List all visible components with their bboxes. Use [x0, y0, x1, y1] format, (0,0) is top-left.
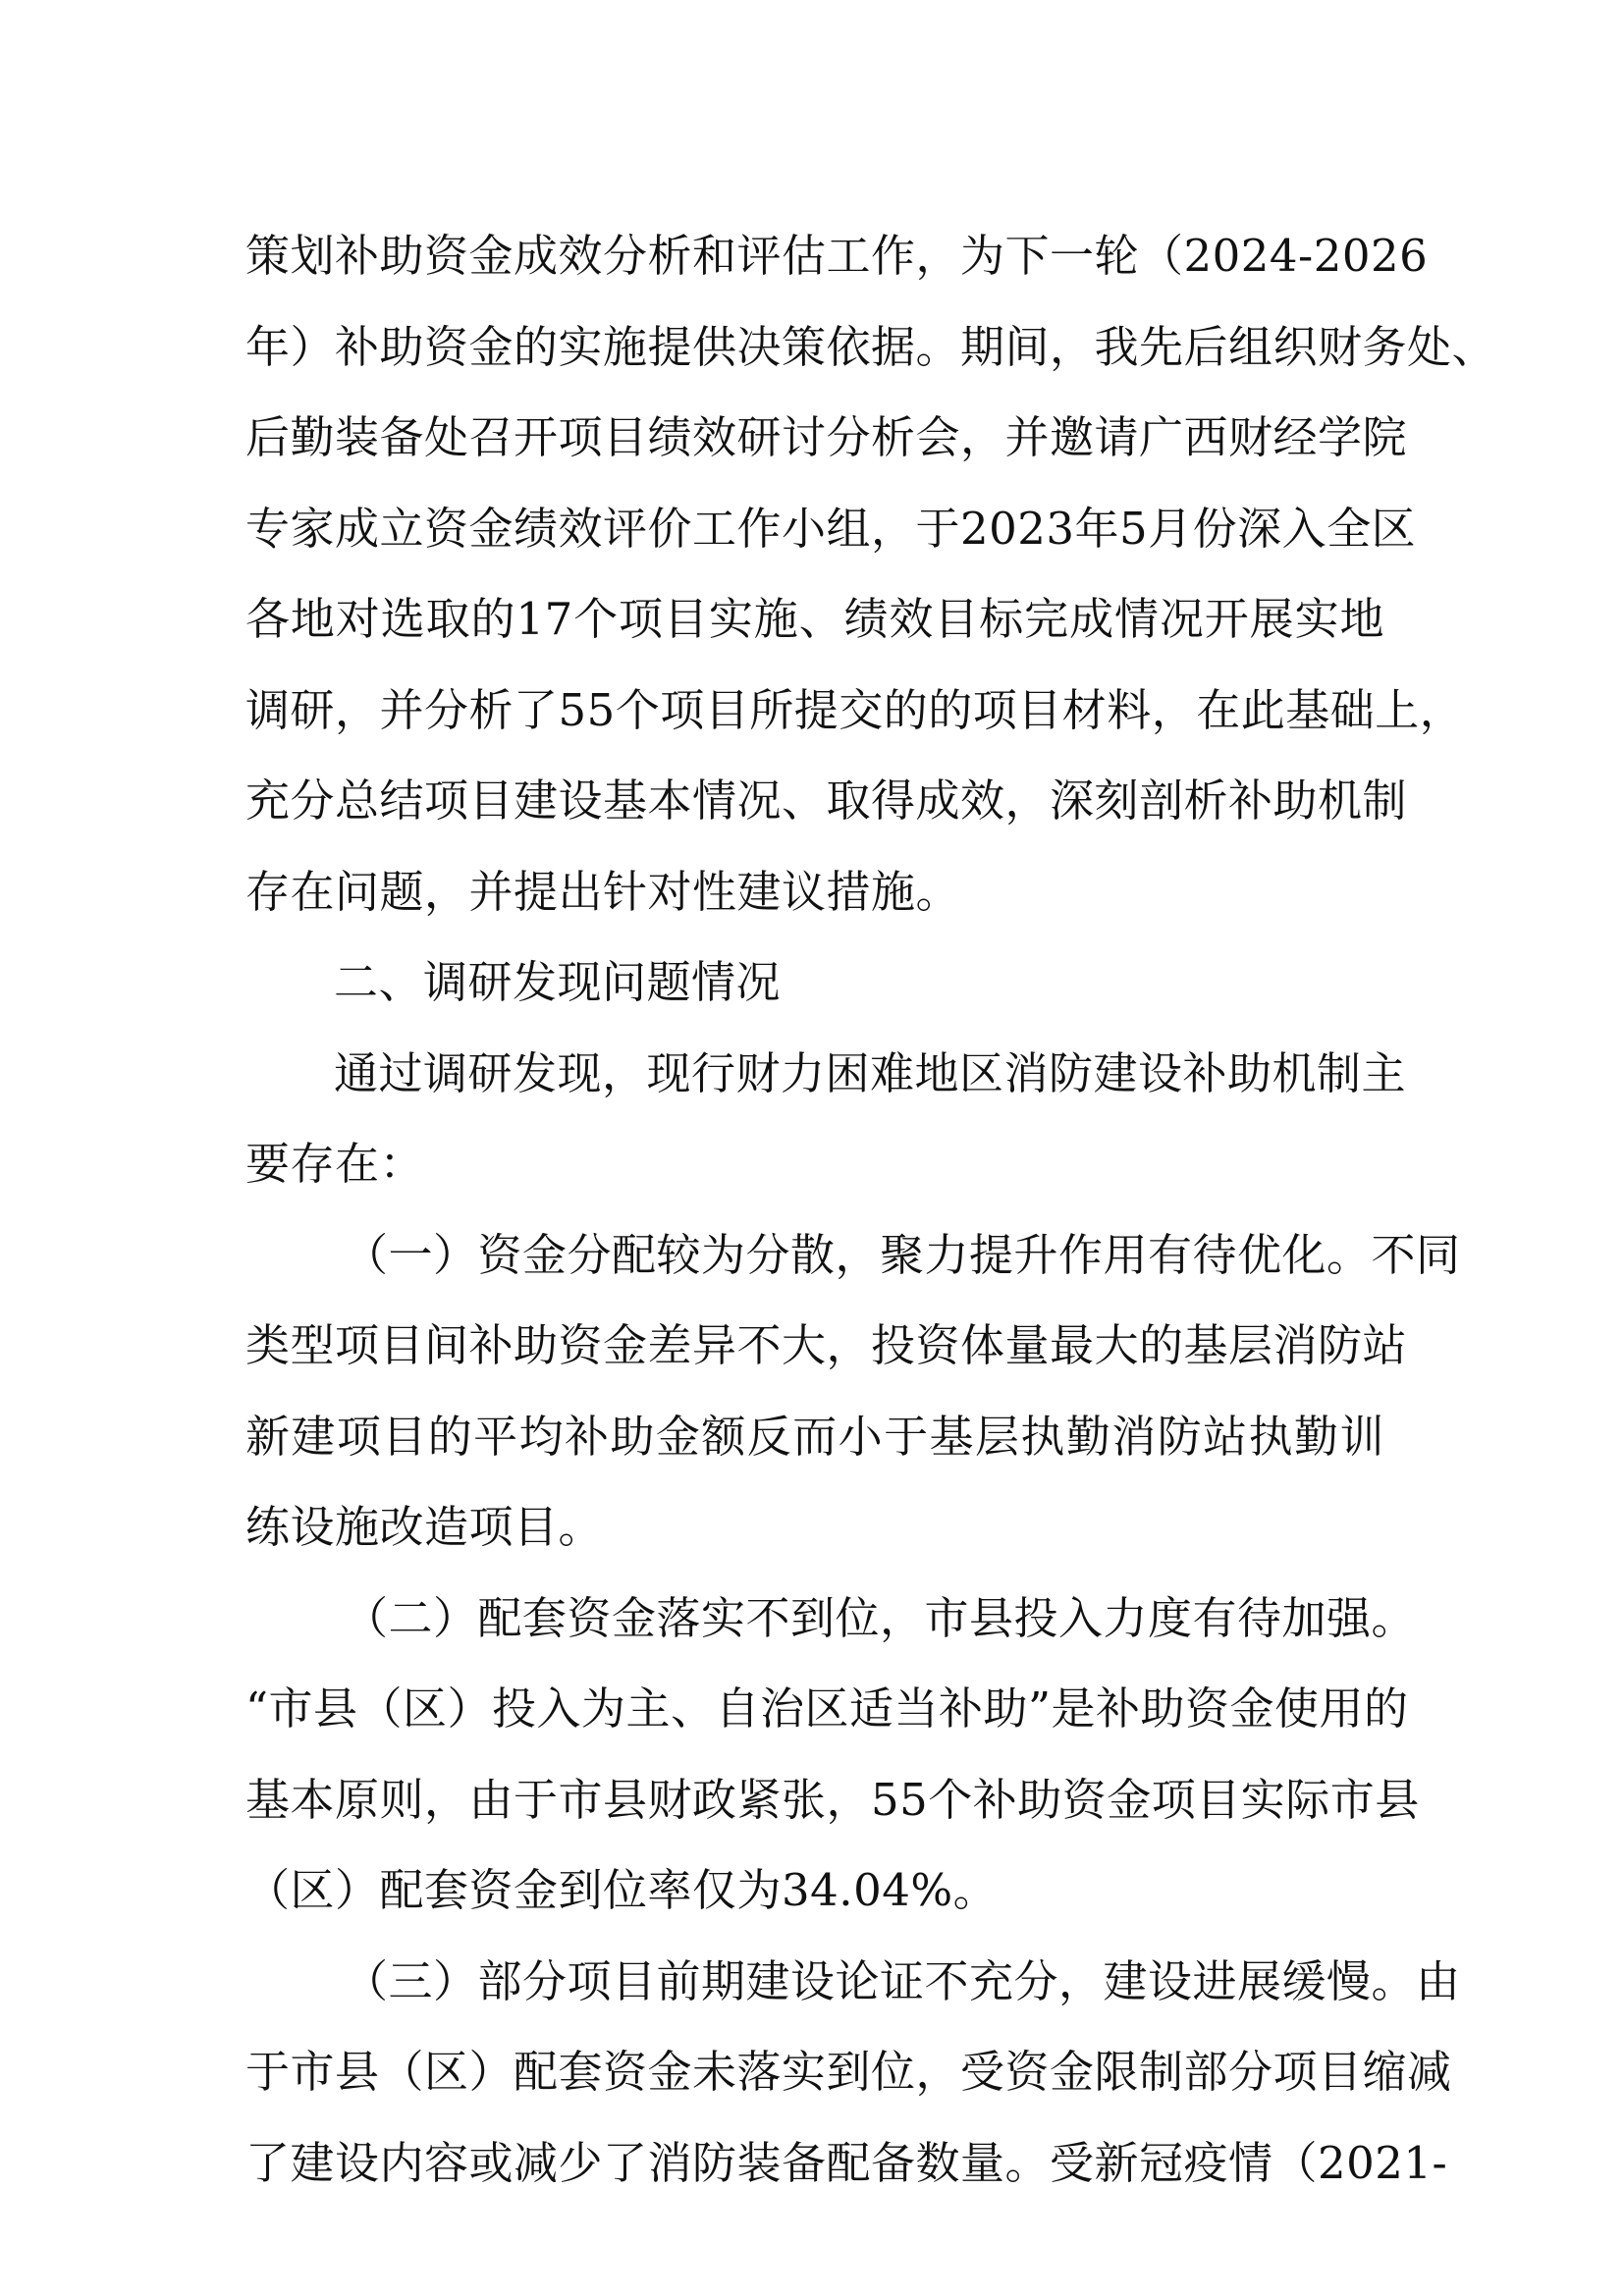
text-line: “市县（区）投入为主、自治区适当补助”是补助资金使用的: [245, 1682, 1409, 1735]
text-line: 策划补助资金成效分析和评估工作，为下一轮（2024-2026: [245, 230, 1429, 282]
text-line: 专家成立资金绩效评价工作小组，于2023年5月份深入全区: [245, 502, 1417, 555]
subsection-heading: （二）配套资金落实不到位，市县投入力度有待加强。: [344, 1591, 1417, 1644]
document-body: [245, 224, 1497, 2221]
text-line: 年）补助资金的实施提供决策依据。期间，我先后组织财务处、: [245, 320, 1497, 373]
subsection-heading: （三）部分项目前期建设论证不充分，建设进展缓慢。由: [344, 1954, 1461, 2007]
text-line: 存在问题，并提出针对性建议措施。: [245, 865, 961, 918]
text-line: 通过调研发现，现行财力困难地区消防建设补助机制主: [334, 1046, 1407, 1099]
text-line: 了建设内容或减少了消防装备配备数量。受新冠疫情（2021-: [245, 2136, 1448, 2189]
text-line: 要存在：: [245, 1138, 425, 1190]
text-line: 基本原则，由于市县财政紧张，55个补助资金项目实际市县: [245, 1773, 1420, 1826]
text-line: （区）配套资金到位率仅为34.04%。: [245, 1864, 999, 1916]
text-line: 各地对选取的17个项目实施、绩效目标完成情况开展实地: [245, 593, 1384, 645]
text-line: 于市县（区）配套资金未落实到位，受资金限制部分项目缩减: [245, 2046, 1452, 2098]
text-line: 充分总结项目建设基本情况、取得成效，深刻剖析补助机制: [245, 774, 1408, 827]
text-line: 新建项目的平均补助金额反而小于基层执勤消防站执勤训: [245, 1410, 1384, 1463]
text-line: 类型项目间补助资金差异不大，投资体量最大的基层消防站: [245, 1319, 1408, 1371]
text-line: 后勤装备处召开项目绩效研讨分析会，并邀请广西财经学院: [245, 411, 1408, 463]
section-heading: 二、调研发现问题情况: [334, 956, 782, 1008]
subsection-heading: （一）资金分配较为分散，聚力提升作用有待优化。不同: [344, 1228, 1461, 1281]
text-line: 调研，并分析了55个项目所提交的的项目材料，在此基础上，: [245, 683, 1465, 736]
text-line: 练设施改造项目。: [245, 1501, 604, 1553]
